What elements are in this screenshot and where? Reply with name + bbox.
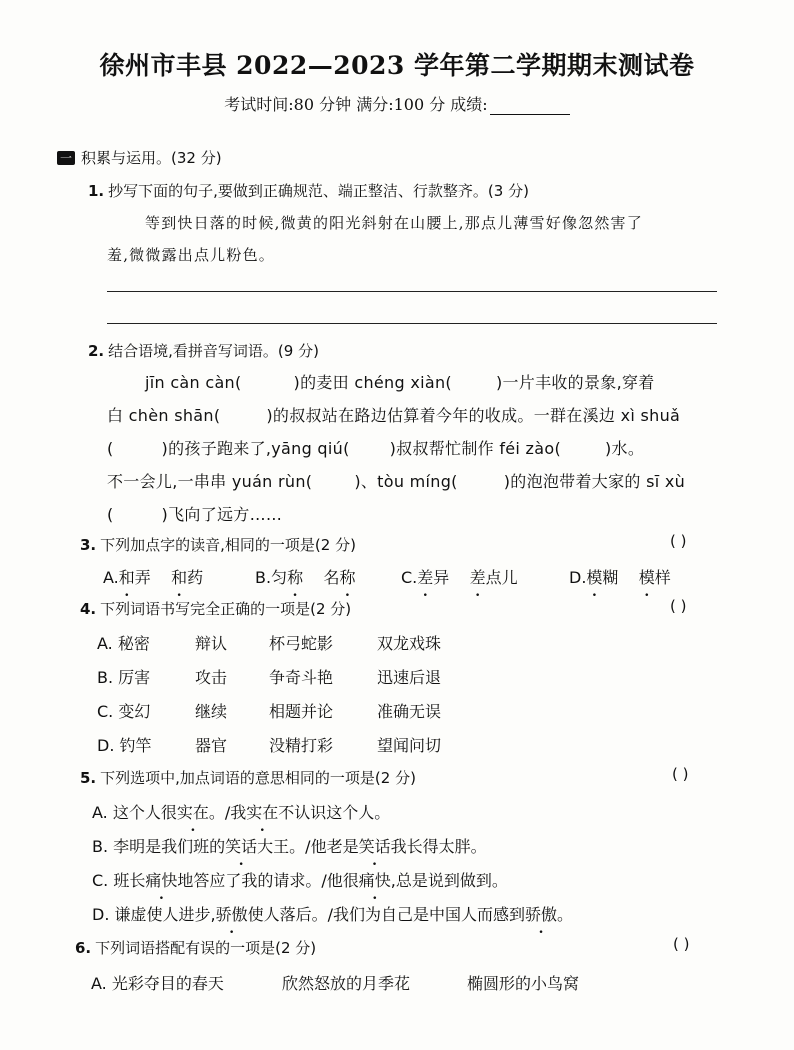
q4-option-d-word4: 望闻问切 <box>377 736 442 755</box>
q4-option-c-word3: 相题并论 <box>269 702 334 721</box>
q3-text: 下列加点字的读音,相同的一项是(2 分) <box>100 536 356 554</box>
text-segment: )的泡泡带着大家的 sī xù <box>503 472 686 491</box>
q2-line1 <box>145 370 655 393</box>
q4-option-c-word4: 准确无误 <box>377 702 442 721</box>
q3-option-c[interactable]: C.差异 差点儿 <box>401 565 518 588</box>
q4-answer-box[interactable]: ( ) <box>670 597 687 615</box>
q5-answer-box[interactable]: ( ) <box>672 765 689 783</box>
q3-option-d[interactable]: D.模糊 模样 <box>569 565 671 588</box>
copy-line-1[interactable] <box>107 291 717 292</box>
q3-number: 3. <box>80 536 97 554</box>
q1-number: 1. <box>88 182 105 200</box>
dotted-char: 差 <box>469 568 486 587</box>
dotted-word: 实在 <box>176 803 209 822</box>
dotted-word: 笑话 <box>225 837 258 856</box>
text-segment: )一片丰收的景象,穿着 <box>495 373 655 392</box>
q4-option-b-word2: 攻击 <box>195 668 228 687</box>
dotted-word: 痛快 <box>358 871 391 890</box>
section-heading <box>57 147 222 168</box>
q3-prompt <box>80 534 356 555</box>
exam-info-text: 考试时间:80 分钟 满分:100 分 成绩: <box>224 95 488 114</box>
q4-option-d-word2: 器官 <box>195 736 228 755</box>
dotted-word: 笑话 <box>358 837 391 856</box>
pinyin-blank[interactable]: 不一会儿,一串串 yuán rùn( <box>107 472 313 491</box>
q6-prompt <box>75 937 316 958</box>
exam-info <box>0 92 794 115</box>
pinyin-blank[interactable]: 白 chèn shān( <box>107 406 221 425</box>
q2-number: 2. <box>88 342 105 360</box>
section-number-icon: 一 <box>57 151 75 165</box>
q1-passage-line1: 等到快日落的时候,微黄的阳光斜射在山腰上,那点儿薄雪好像忽然害了 <box>145 214 643 232</box>
q4-number: 4. <box>80 600 97 618</box>
score-blank[interactable] <box>490 98 570 115</box>
q3-option-b[interactable]: B.匀称 名称 <box>255 565 355 588</box>
q4-option-c-word1[interactable]: C. 变幻 <box>97 702 151 721</box>
q6-answer-box[interactable]: ( ) <box>673 935 690 953</box>
pinyin-blank[interactable]: ( <box>107 505 114 524</box>
q4-option-a-word2: 辩认 <box>195 634 228 653</box>
q5-option-c[interactable]: C. 班长痛快地答应了我的请求。/他很痛快,总是说到做到。 <box>92 868 508 891</box>
q6-option-a-phrase3: 椭圆形的小鸟窝 <box>467 974 580 993</box>
dotted-char: 和 <box>171 568 188 587</box>
q1-passage-line2: 羞,微微露出点儿粉色。 <box>107 246 275 264</box>
q4-option-a-word1[interactable]: A. 秘密 <box>97 634 150 653</box>
text-segment: )水。 <box>605 439 645 458</box>
q1-text: 抄写下面的句子,要做到正确规范、端正整洁、行款整齐。(3 分) <box>108 182 529 200</box>
q2-text: 结合语境,看拼音写词语。(9 分) <box>108 342 319 360</box>
pinyin-blank[interactable]: )叔叔帮忙制作 féi zào( <box>389 439 561 458</box>
dotted-word: 骄傲 <box>525 905 558 924</box>
q5-number: 5. <box>80 769 97 787</box>
pinyin-blank[interactable]: ( <box>107 439 114 458</box>
q4-option-b-word1[interactable]: B. 厉害 <box>97 668 151 687</box>
dotted-char: 差 <box>417 568 434 587</box>
q4-option-d-word3: 没精打彩 <box>269 736 334 755</box>
copy-line-2[interactable] <box>107 323 717 324</box>
q6-text: 下列词语搭配有误的一项是(2 分) <box>95 939 317 957</box>
dotted-word: 痛快 <box>145 871 178 890</box>
text-segment: )的叔叔站在路边估算着今年的收成。一群在溪边 xì shuǎ <box>266 406 681 425</box>
q2-line2 <box>107 403 680 426</box>
q5-option-d[interactable]: D. 谦虚使人进步,骄傲使人落后。/我们为自己是中国人而感到骄傲。 <box>92 902 573 925</box>
q4-option-b-word4: 迅速后退 <box>377 668 442 687</box>
section-title: 积累与运用。(32 分) <box>81 149 222 167</box>
dotted-char: 模 <box>586 568 603 587</box>
dotted-word: 实在 <box>246 803 279 822</box>
q4-option-a-word3: 杯弓蛇影 <box>269 634 334 653</box>
q5-prompt <box>80 767 416 788</box>
q5-text: 下列选项中,加点词语的意思相同的一项是(2 分) <box>100 769 416 787</box>
dotted-char: 和 <box>118 568 135 587</box>
pinyin-blank[interactable]: )的孩子跑来了,yāng qiú( <box>161 439 350 458</box>
q6-option-a-phrase1[interactable]: A. 光彩夺目的春天 <box>91 974 224 993</box>
q2-prompt <box>88 340 319 361</box>
dotted-char: 称 <box>287 568 304 587</box>
q1-prompt <box>88 180 529 201</box>
pinyin-blank[interactable]: jīn càn càn( <box>145 373 242 392</box>
q4-option-a-word4: 双龙戏珠 <box>377 634 442 653</box>
q3-answer-box[interactable]: ( ) <box>670 532 687 550</box>
exam-title: 徐州市丰县 2022—2023 学年第二学期期末测试卷 <box>99 51 695 80</box>
dotted-char: 称 <box>339 568 356 587</box>
q5-option-b[interactable]: B. 李明是我们班的笑话大王。/他老是笑话我长得太胖。 <box>92 834 487 857</box>
q4-option-b-word3: 争奇斗艳 <box>269 668 334 687</box>
text-segment: )飞向了远方…… <box>161 505 283 524</box>
q3-option-a[interactable]: A.和弄 和药 <box>103 565 203 588</box>
q4-option-d-word1[interactable]: D. 钓竿 <box>97 736 152 755</box>
q4-prompt <box>80 598 351 619</box>
q2-line3 <box>107 436 644 459</box>
dotted-char: 模 <box>638 568 655 587</box>
q6-number: 6. <box>75 939 92 957</box>
q2-line4 <box>107 469 685 492</box>
pinyin-blank[interactable]: )、tòu míng( <box>354 472 458 491</box>
q4-option-c-word2: 继续 <box>195 702 228 721</box>
q4-text: 下列词语书写完全正确的一项是(2 分) <box>100 600 352 618</box>
q5-option-a[interactable]: A. 这个人很实在。/我实在不认识这个人。 <box>92 800 390 823</box>
dotted-word: 骄傲 <box>215 905 248 924</box>
q2-line5 <box>107 502 282 525</box>
q6-option-a-phrase2: 欣然怒放的月季花 <box>282 974 411 993</box>
pinyin-blank[interactable]: )的麦田 chéng xiàn( <box>293 373 452 392</box>
